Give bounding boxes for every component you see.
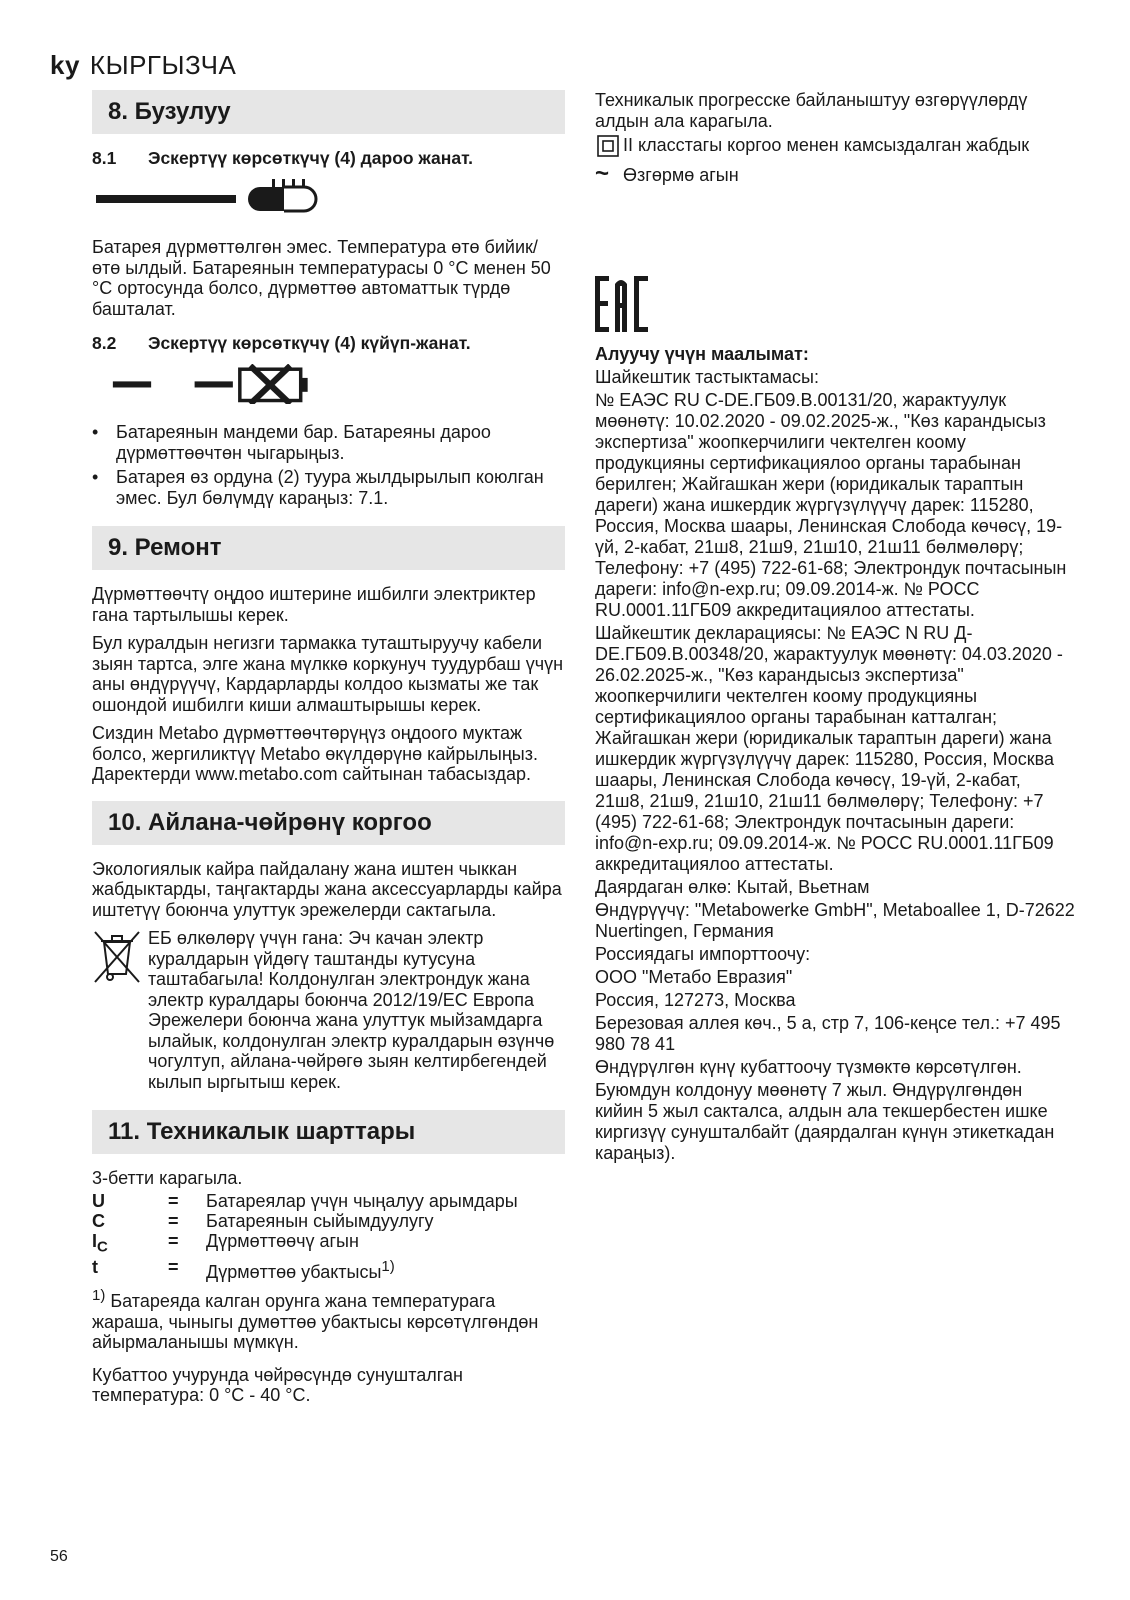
- indicator-steady-icon: [92, 179, 332, 219]
- page-number: 56: [50, 1548, 68, 1565]
- buyer-info-line: Россия, 127273, Москва: [595, 989, 796, 1010]
- spec-eq: =: [168, 1257, 179, 1278]
- subsection-8-1-number: 8.1: [92, 148, 117, 168]
- subsection-8-2-heading: [92, 333, 565, 354]
- list-item: • Батареянын мандеми бар. Батареяны дароо дүрмөттөөчтөн чыгарыңыз.: [92, 422, 565, 463]
- spec-key: C: [92, 1210, 105, 1231]
- section-10-para-1: Экологиялык кайра пайдалану жана иштен чыккан жабдыктарды, таңгактарды жана аксессуарларды кайра иштетүү боюнча улуттук эрежелерди сактагыла.: [92, 858, 562, 920]
- buyer-info-line: Березовая аллея көч., 5 а, стр 7, 106-кеңсе тел.: +7 495 980 78 41: [595, 1012, 1061, 1054]
- spec-value-text: Дүрмөттөө убактысы: [206, 1262, 382, 1283]
- spec-value: [206, 1257, 518, 1282]
- footnote: [92, 1286, 565, 1353]
- section-11-heading: 11. Техникалык шарттары: [92, 1110, 565, 1154]
- table-row: [92, 1211, 518, 1231]
- technical-changes-note: Техникалык прогресске байланыштуу өзгөрүүлөрдү алдын ала карагыла.: [595, 90, 1028, 131]
- spec-value: Батареялар үчүн чыңалуу арымдары: [206, 1190, 518, 1211]
- spec-value: Дүрмөттөөчү агын: [206, 1230, 359, 1251]
- section-10-heading: 10. Айлана-чөйрөнү коргоо: [92, 801, 565, 845]
- spec-key: t: [92, 1257, 98, 1278]
- buyer-info-line: Даярдаган өлкө: Кытай, Вьетнам: [595, 876, 870, 897]
- ac-symbol-row: [595, 160, 1075, 187]
- spec-key: [92, 1231, 168, 1258]
- language-header: [50, 50, 236, 81]
- table-row: [92, 1257, 518, 1282]
- subsection-8-2-number: 8.2: [92, 333, 117, 353]
- list-item: • Батарея өз ордуна (2) туура жылдырылып коюлган эмес. Бул бөлүмдү караңыз: 7.1.: [92, 467, 565, 508]
- buyer-info-line: № ЕАЭС RU C-DE.ГБ09.В.00131/20, жарактуулук мөөнөтү: 10.02.2020 - 09.02.2025-ж., "Көз карандысыз экспертиза" жоопкерчилиги чектелген коому продукцияны сертификациялоо органы тарабынан берилген; Жайгашкан жери (юридикалык тараптын дареги) жана ишкердик жүргүзүлүүчү дарек: 115280, Россия, Москва шаары, Ленинская Слобода көчөсү, 19-үй, 2-кабат, 21ш8, 21ш9, 21ш10, 21ш11 бөлмөлөрү; Телефону: +7 (495) 722-61-68; Электрондук почтасынын дареги: info@n-exp.ru; 09.09.2014-ж. № РОСС RU.0001.11ГБ09 аккредитациялоо аттестаты.: [595, 389, 1067, 620]
- spec-key: U: [92, 1190, 105, 1211]
- subsection-8-2-title: Эскертүү көрсөткүчү (4) күйүп-жанат.: [148, 333, 471, 353]
- storage-temperature: Кубаттоо учурунда чөйрөсүндө сунушталган температура: 0 °C - 40 °C.: [92, 1364, 463, 1406]
- buyer-info-line: ООО "Метабо Евразия": [595, 966, 793, 987]
- subsection-8-1-heading: [92, 148, 565, 169]
- buyer-info-line: Өндүрүлгөн күнү кубаттоочу түзмөктө көрсөтүлгөн.: [595, 1056, 1022, 1077]
- section-9-para-3: Сиздин Metabo дүрмөттөөчтөрүңүз оңдоого муктаж болсо, жергиликтүү Metabo өкүлдөрүнө кайрылыңыз. Даректерди www.metabo.com сайтынан табасыздар.: [92, 723, 538, 784]
- spec-value: Батареянын сыйымдуулугу: [206, 1210, 434, 1231]
- language-code: ky: [50, 50, 80, 80]
- right-column: [595, 90, 1075, 1166]
- spec-eq: =: [168, 1230, 179, 1251]
- spec-key-sub: C: [97, 1238, 108, 1256]
- buyer-info-line: Россиядагы импорттоочу:: [595, 943, 811, 964]
- weee-notice: [92, 928, 565, 1092]
- buyer-info-title: Алуучу үчүн маалымат:: [595, 343, 809, 364]
- table-row: [92, 1231, 518, 1258]
- section-11-intro: 3-бетти карагыла.: [92, 1168, 243, 1188]
- section-9-para-2: Бул куралдын негизги тармакка туташтыруучу кабели зыян тартса, элге жана мүлккө коркунуч туудурбаш үчүн аны өндүрүүчү, Кардарларды колдоо кызматы же так ошондой ишбилги киши алмаштырышы керек.: [92, 633, 564, 715]
- buyer-info-line: Шайкештик декларациясы: № ЕАЭС N RU Д-DE.ГБ09.В.00348/20, жарактуулук мөөнөтү: 04.03.2020 - 26.02.2025-ж., "Көз карандысыз экспертиза" жоопкерчилиги чектелген коому продукцияны сертификациялоо органы тарабынан катталган; Жайгашкан жери (юридикалык тараптын дареги) жана ишкердик жүргүзүлүүчү дарек: 115280, Россия, Москва шаары, Ленинская Слобода көчөсү, 19-үй, 2-кабат, 21ш8, 21ш9, 21ш10, 21ш11 бөлмөлөрү; Телефону: +7 (495) 722-61-68; Электрондук почтасынын дареги: info@n-exp.ru; 09.09.2014-ж. № РОСС RU.0001.11ГБ09 аккредитациялоо аттестаты.: [595, 622, 1063, 874]
- section-9-para-1: Дүрмөттөөчтү оңдоо иштерине ишбилги электриктер гана тартылышы керек.: [92, 584, 536, 625]
- table-row: [92, 1191, 518, 1211]
- footnote-mark: 1): [92, 1287, 106, 1305]
- buyer-information: [595, 344, 1075, 1164]
- specs-table: [92, 1191, 518, 1283]
- left-column: [92, 90, 565, 1414]
- spec-key-main: I: [92, 1230, 98, 1251]
- language-name: КЫРГЫЗЧА: [89, 50, 237, 80]
- crossed-bin-icon: [92, 928, 142, 984]
- buyer-info-line: Өндүрүүчү: "Metabowerke GmbH", Metaboallee 1, D-72622 Nuertingen, Германия: [595, 899, 1075, 941]
- section-8-2-bullets: [92, 422, 565, 508]
- class-ii-text: II класстагы коргоо менен камсыздалган жабдык: [623, 135, 1030, 155]
- subsection-8-1-title: Эскертүү көрсөткүчү (4) дароо жанат.: [148, 148, 473, 168]
- footnote-ref: 1): [381, 1258, 395, 1276]
- double-square-icon: [595, 135, 621, 157]
- buyer-info-line: Буюмдун колдонуу мөөнөтү 7 жыл. Өндүрүлгөндөн кийин 5 жыл сакталса, алдын ала текшербестен ишке киргизүү сунушталбайт (даярдалган күнүн этикеткадан караңыз).: [595, 1079, 1055, 1163]
- class-ii-symbol-row: [595, 135, 1075, 157]
- spec-eq: =: [168, 1210, 179, 1231]
- spec-eq: =: [168, 1190, 179, 1211]
- weee-text: ЕБ өлкөлөрү үчүн гана: Эч качан электр куралдарын үйдөгү таштанды кутусуна таштабагыла! Колдонулган электрондук жана электр куралдары боюнча 2012/19/EC Европа Эрежелери боюнча жана улуттук мыйзамдарга ылайык, колдонулган электр куралдарын өзүнчө чогултуп, айлана-чөйрөгө зыян келтирбегендей кылып ыргытыш керек.: [148, 928, 555, 1092]
- section-8-heading: 8. Бузулуу: [92, 90, 565, 134]
- section-8-1-text: Батарея дүрмөттөлгөн эмес. Температура өтө бийик/өтө ылдый. Батареянын температурасы 0 °C менен 50 °C ортосунда болсо, дүрмөттөө автоматтык түрдө башталат.: [92, 237, 551, 319]
- footnote-text: Батареяда калган орунга жана температурага жараша, чыныгы думөттөө убактысы көрсөтүлгөндөн айырмаланышы мүмкүн.: [92, 1291, 539, 1353]
- section-9-heading: 9. Ремонт: [92, 526, 565, 570]
- tilde-icon: ~: [595, 160, 610, 187]
- eac-mark-icon: [595, 276, 651, 332]
- ac-text: Өзгөрмө агын: [623, 165, 739, 185]
- indicator-blinking-battery-icon: [92, 364, 332, 404]
- buyer-info-line: Шайкештик тастыктамасы:: [595, 366, 819, 387]
